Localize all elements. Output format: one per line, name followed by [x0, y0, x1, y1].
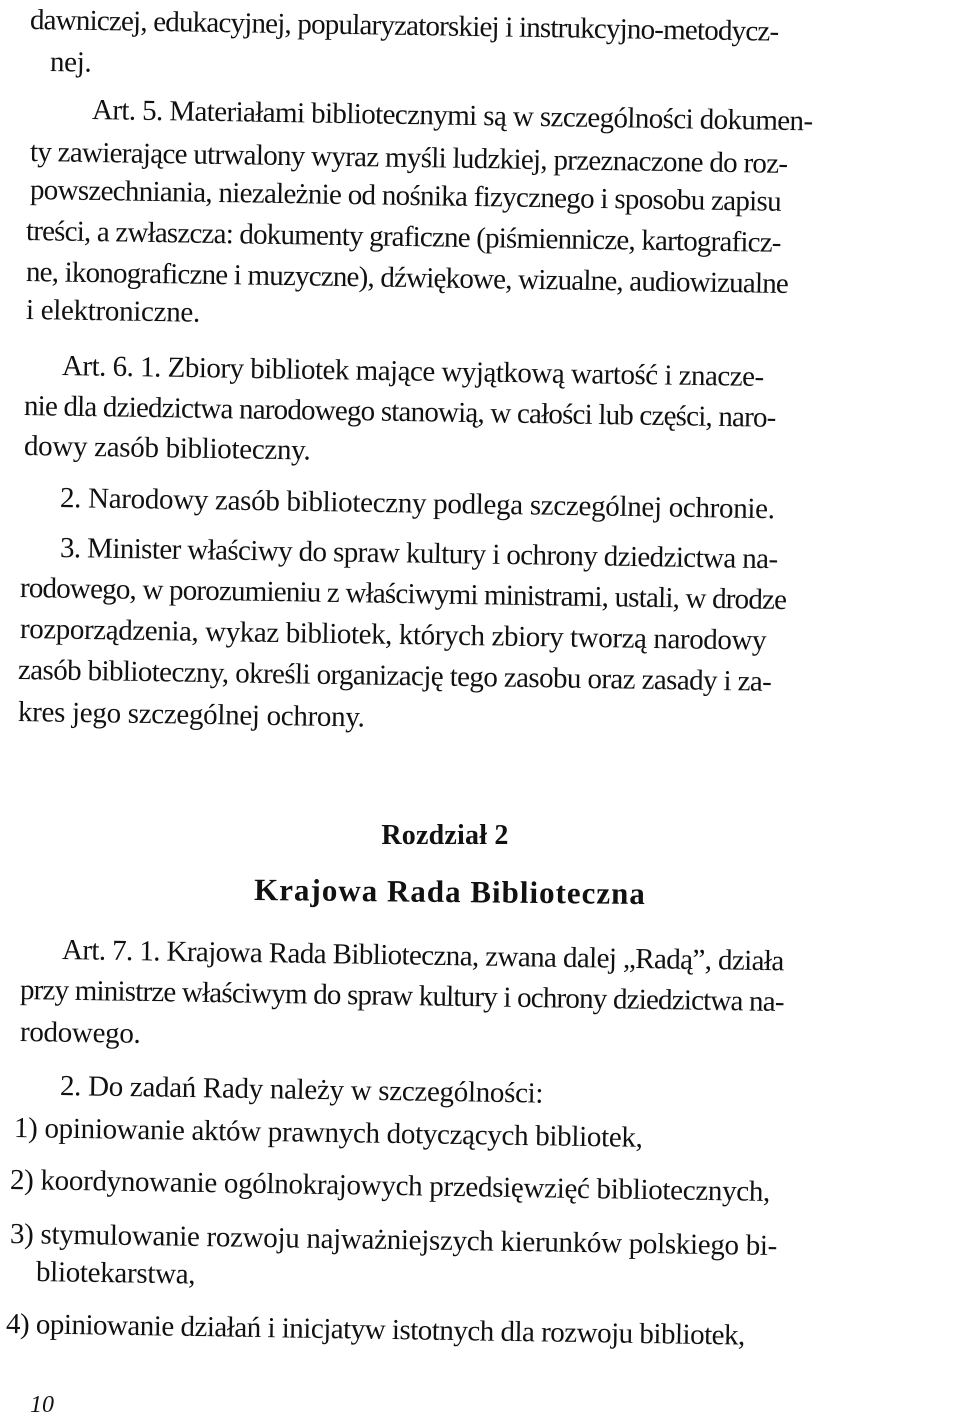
- text-line: 2. Do zadań Rady należy w szczególności:: [59, 1070, 544, 1110]
- text-line: rodowego, w porozumieniu z właściwymi ministrami, ustali, w drodze: [19, 572, 787, 617]
- text-line: 3. Minister właściwy do spraw kultury i ochrony dziedzictwa na-: [59, 532, 778, 576]
- page-number: 10: [30, 1392, 54, 1418]
- list-item: 1) opiniowanie aktów prawnych dotyczących bibliotek,: [13, 1112, 643, 1154]
- text-line: dawniczej, edukacyjnej, popularyzatorskiej i instrukcyjno-metodycz-: [29, 4, 779, 48]
- text-line: rozporządzenia, wykaz bibliotek, których zbiory tworzą narodowy: [19, 613, 767, 657]
- list-item: 2) koordynowanie ogólnokrajowych przedsięwzięć bibliotecznych,: [9, 1164, 771, 1208]
- text-line: nie dla dziedzictwa narodowego stanowią, w całości lub części, naro-: [23, 390, 776, 434]
- text-line: Art. 5. Materiałami bibliotecznymi są w szczególności dokumen-: [91, 94, 813, 138]
- list-item: bliotekarstwa,: [35, 1256, 196, 1291]
- text-line: ty zawierające utrwalony wyraz myśli ludzkiej, przeznaczone do roz-: [29, 136, 788, 180]
- list-item: 3) stymulowanie rozwoju najważniejszych kierunków polskiego bi-: [9, 1218, 778, 1263]
- text-line: dowy zasób biblioteczny.: [23, 430, 311, 467]
- list-item: 4) opiniowanie działań i inicjatyw istotnych dla rozwoju bibliotek,: [5, 1308, 746, 1352]
- text-line: i elektroniczne.: [25, 294, 201, 329]
- text-line: treści, a zwłaszcza: dokumenty graficzne (piśmiennicze, kartograficz-: [25, 215, 781, 259]
- text-line: powszechniania, niezależnie od nośnika fizycznego i sposobu zapisu: [29, 174, 782, 218]
- text-line: Art. 7. 1. Krajowa Rada Biblioteczna, zwana dalej „Radą”, działa: [61, 934, 784, 978]
- text-line: Art. 6. 1. Zbiory bibliotek mające wyjątkową wartość i znacze-: [61, 350, 764, 394]
- text-line: ne, ikonograficzne i muzyczne), dźwiękowe, wizualne, audiowizualne: [25, 256, 789, 300]
- text-line: 2. Narodowy zasób biblioteczny podlega szczególnej ochronie.: [59, 482, 775, 526]
- chapter-title: Krajowa Rada Biblioteczna: [253, 871, 647, 912]
- text-line: kres jego szczególnej ochrony.: [17, 696, 365, 734]
- text-line: nej.: [49, 46, 92, 79]
- chapter-label: Rozdział 2: [381, 820, 509, 851]
- text-line: zasób biblioteczny, określi organizację tego zasobu oraz zasady i za-: [17, 654, 772, 698]
- text-line: przy ministrze właściwym do spraw kultury i ochrony dziedzictwa na-: [19, 974, 784, 1018]
- text-line: rodowego.: [19, 1016, 141, 1050]
